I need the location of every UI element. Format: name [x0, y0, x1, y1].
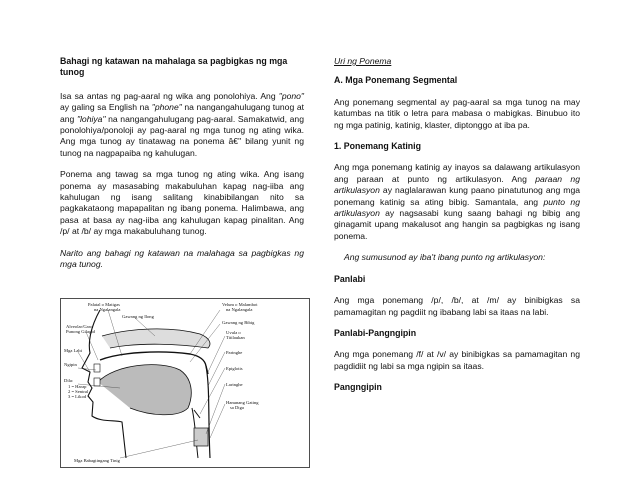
label-babagtingang-tinig: Mga Babagtingang Tinig [74, 458, 120, 463]
label-ngipin: Ngipin [64, 362, 77, 367]
left-column [60, 56, 304, 281]
paragraph-ponolohiya: Isa sa antas ng pag-aaral ng wika ang ponolohiya. Ang "pono" ay galing sa English na "phone" na nangangahulugang tunog at ang "lohiya" na nangangahulugang pag-aaral. Samakatwid, ang ponolohiya/ponoloji ay pag-aaral ng mga tunog ng ating wika. Ang mga tunog ay tinatawag na ponema â€" bilang yunit ng tunog na nagpapaiba ng kahulugan. [60, 90, 304, 158]
label-paringhe: Paringhe [226, 350, 243, 355]
paragraph-panlabi: Ang mga ponemang /p/, /b/, at /m/ ay binibigkas sa pamamagitan ng pagdiit ng ibabang labi sa itaas na labi. [334, 295, 580, 317]
label-hanunang-gating-2: sa Diga [230, 405, 244, 410]
left-heading: Bahagi ng katawan na mahalaga sa pagbigkas ng mga tunog [60, 56, 288, 78]
paragraph-panlabi-pangngipin: Ang mga ponemang /f/ at /v/ ay binibigkas sa pamamagitan ng pagdidiit ng labi sa mga ngipin sa itaas. [334, 349, 580, 371]
label-uvula-2: Titilaukan [226, 335, 245, 340]
label-dila: Dila: [64, 378, 74, 383]
paragraph-ponema: Ponema ang tawag sa mga tunog ng ating wika. Ang isang ponema ay masasabing makabuluhan kapag nag-iiba ang kahulugan ng isang salitang kinabibilangan nito sa pagkakataong mapapalitan ng ibang ponema. Halimbawa, ang pasa at basa ay nag-iiba ang kahulugan kapag pinalitan. Ang /p/ at /b/ ay mga makabuluhang tunog. [60, 169, 304, 237]
speech-organs-diagram [60, 298, 310, 468]
label-dila-harap: 1 = Harap [68, 384, 87, 389]
label-alveolar: Alveolar/Gawi [66, 324, 94, 329]
label-epiglotis: Epiglotis [226, 366, 243, 371]
label-dila-sentral: 2 = Sentral [68, 389, 89, 394]
paragraph-narito: Narito ang bahagi ng katawan na malahaga sa pagbigkas ng mga tunog. [60, 247, 304, 270]
paragraph-katinig: Ang mga ponemang katinig ay inayos sa dalawang artikulasyon ang paraan at punto ng artikulasyon. Ang paraan ng artikulasyon ay naglalarawan kung paano pinatutunog ang mga ponemang katinig sa ating bibig. Samantala, ang punto ng artikulasyon ay nagsasabi kung saang bahagi ng bibig ang ginagamit upang makalusot ang hangin sa pagbigkas ng isang ponema. [334, 162, 580, 241]
label-mga-labi: Mga Labi [64, 348, 82, 353]
section-1-heading: 1. Ponemang Katinig [334, 141, 422, 152]
label-gawang-ilong: Gawang ng Ilong [122, 314, 154, 319]
label-laringhe: Laringhe [226, 382, 243, 387]
label-gawang-bibig: Gawang ng Bibig [222, 320, 255, 325]
paragraph-segmental: Ang ponemang segmental ay pag-aaral sa mga tunog na may katumbas na titik o letra para mabasa o mabigkas. Binubuo ito ng mga patinig, katinig, klaster, diptonggo at iba pa. [334, 96, 580, 130]
section-a-heading: A. Mga Ponemang Segmental [334, 75, 458, 86]
label-hanunang-gating: Hanunang Gating [226, 400, 259, 405]
heading-panlabi: Panlabi [334, 273, 366, 284]
label-dila-likod: 3 = Likod [68, 394, 87, 399]
label-palatal: Palatal o Matigas [88, 302, 120, 307]
label-velum: Velum o Malambot [222, 302, 258, 307]
label-palatal-2: na Ngalangala [94, 307, 121, 312]
label-uvula: Uvula o [226, 330, 241, 335]
note-punto: Ang sumusunod ay iba't ibang punto ng artikulasyon: [344, 252, 546, 263]
label-alveolar-2: Punong Gilagid [66, 329, 95, 334]
right-title: Uri ng Ponema [334, 56, 392, 66]
heading-pangngipin: Pangngipin [334, 382, 382, 393]
right-column [334, 56, 580, 394]
heading-panlabi-pangngipin: Panlabi-Pangngipin [334, 327, 417, 338]
label-velum-2: na Ngalangala [226, 307, 253, 312]
speech-organs-svg [60, 298, 310, 468]
